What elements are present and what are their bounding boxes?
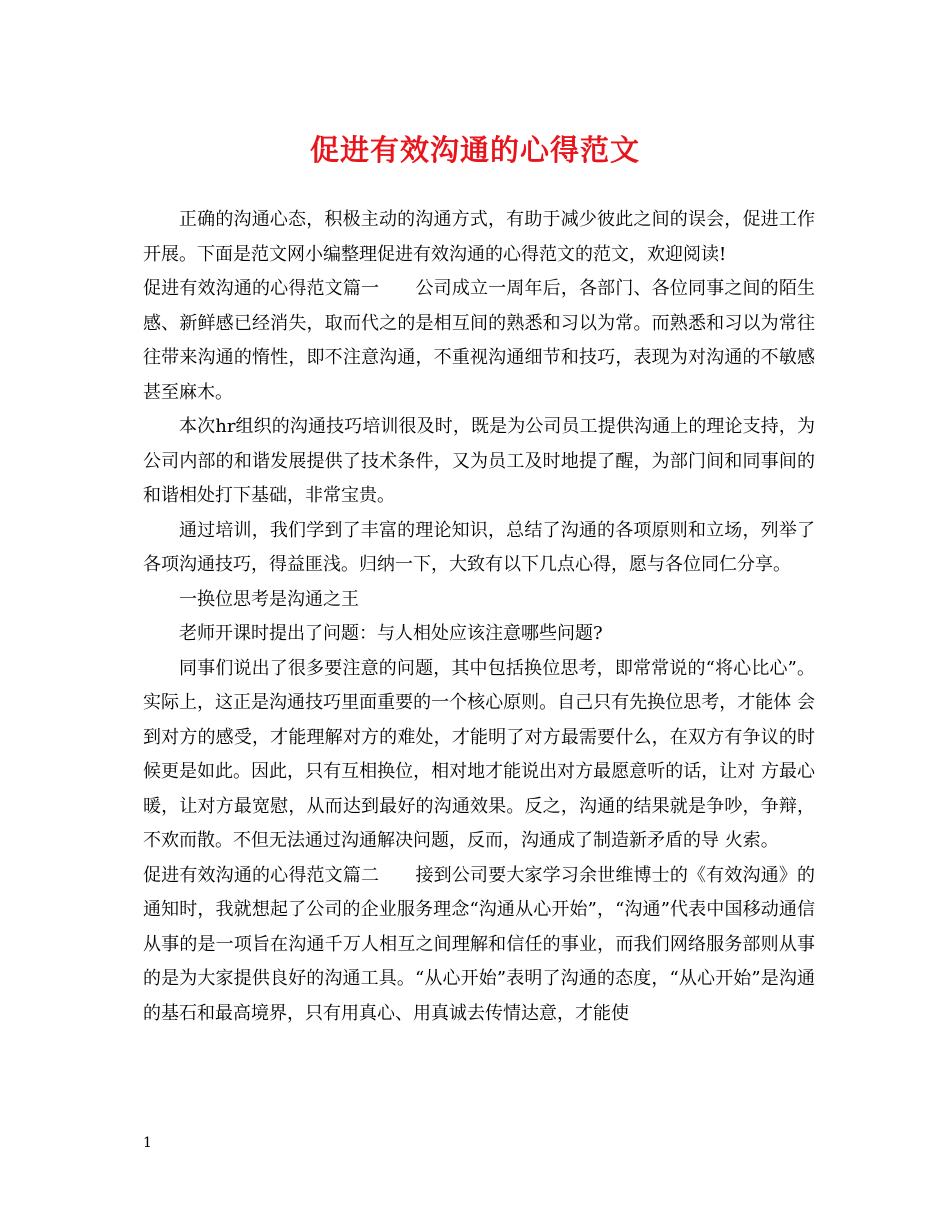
- paragraph-summary: 通过培训，我们学到了丰富的理论知识，总结了沟通的各项原则和立场，列举了各项沟通技巧，得益匪浅。归纳一下，大致有以下几点心得，愿与各位同仁分享。: [143, 519, 815, 575]
- paragraph-intro: 正确的沟通心态，积极主动的沟通方式，有助于减少彼此之间的误会，促进工作开展。下面是范文网小编整理促进有效沟通的心得范文的范文，欢迎阅读!: [143, 209, 815, 265]
- paragraph-section-two: 促进有效沟通的心得范文篇二 接到公司要大家学习余世维博士的《有效沟通》的通知时，我就想起了公司的企业服务理念“沟通从心开始”，“沟通”代表中国移动通信从事的是一项旨在沟通千万人相互之间理解和信任的事业，而我们网络服务部则从事的是为大家提供良好的沟通工具。“从心开始”表明了沟通的态度，“从心开始”是沟通的基石和最高境界，只有用真心、用真诚去传情达意，才能使: [143, 864, 815, 1024]
- document-title: 促进有效沟通的心得范文: [309, 133, 640, 167]
- paragraph-training: 本次hr组织的沟通技巧培训很及时，既是为公司员工提供沟通上的理论支持，为公司内部的和谐发展提供了技术条件，又为员工及时地提了醒，为部门间和同事间的和谐相处打下基础，非常宝贵。: [143, 416, 815, 506]
- paragraph-section-one: 促进有效沟通的心得范文篇一 公司成立一周年后，各部门、各位同事之间的陌生感、新鲜感已经消失，取而代之的是相互间的熟悉和习以为常。而熟悉和习以为常往往带来沟通的惰性，即不注意沟通，不重视沟通细节和技巧，表现为对沟通的不敏感甚至麻木。: [143, 278, 815, 403]
- paragraph-heading-empathy: 一换位思考是沟通之王: [179, 588, 359, 610]
- document-body: [143, 203, 815, 1031]
- paragraph-empathy: 同事们说出了很多要注意的问题，其中包括换位思考，即常常说的“将心比心”。实际上，这正是沟通技巧里面重要的一个核心原则。自己只有先换位思考，才能体 会到对方的感受，才能理解对方的难处，才能明了对方最需要什么，在双方有争议的时候更是如此。因此，只有互相换位，相对地才能说出对方最愿意听的话，让对 方最心暖，让对方最宽慰，从而达到最好的沟通效果。反之，沟通的结果就是争吵，争辩，不欢而散。不但无法通过沟通解决问题，反而，沟通成了制造新矛盾的导 火索。: [143, 657, 815, 851]
- paragraph-question: 老师开课时提出了问题：与人相处应该注意哪些问题?: [179, 623, 603, 644]
- page-number: 1: [143, 1135, 152, 1151]
